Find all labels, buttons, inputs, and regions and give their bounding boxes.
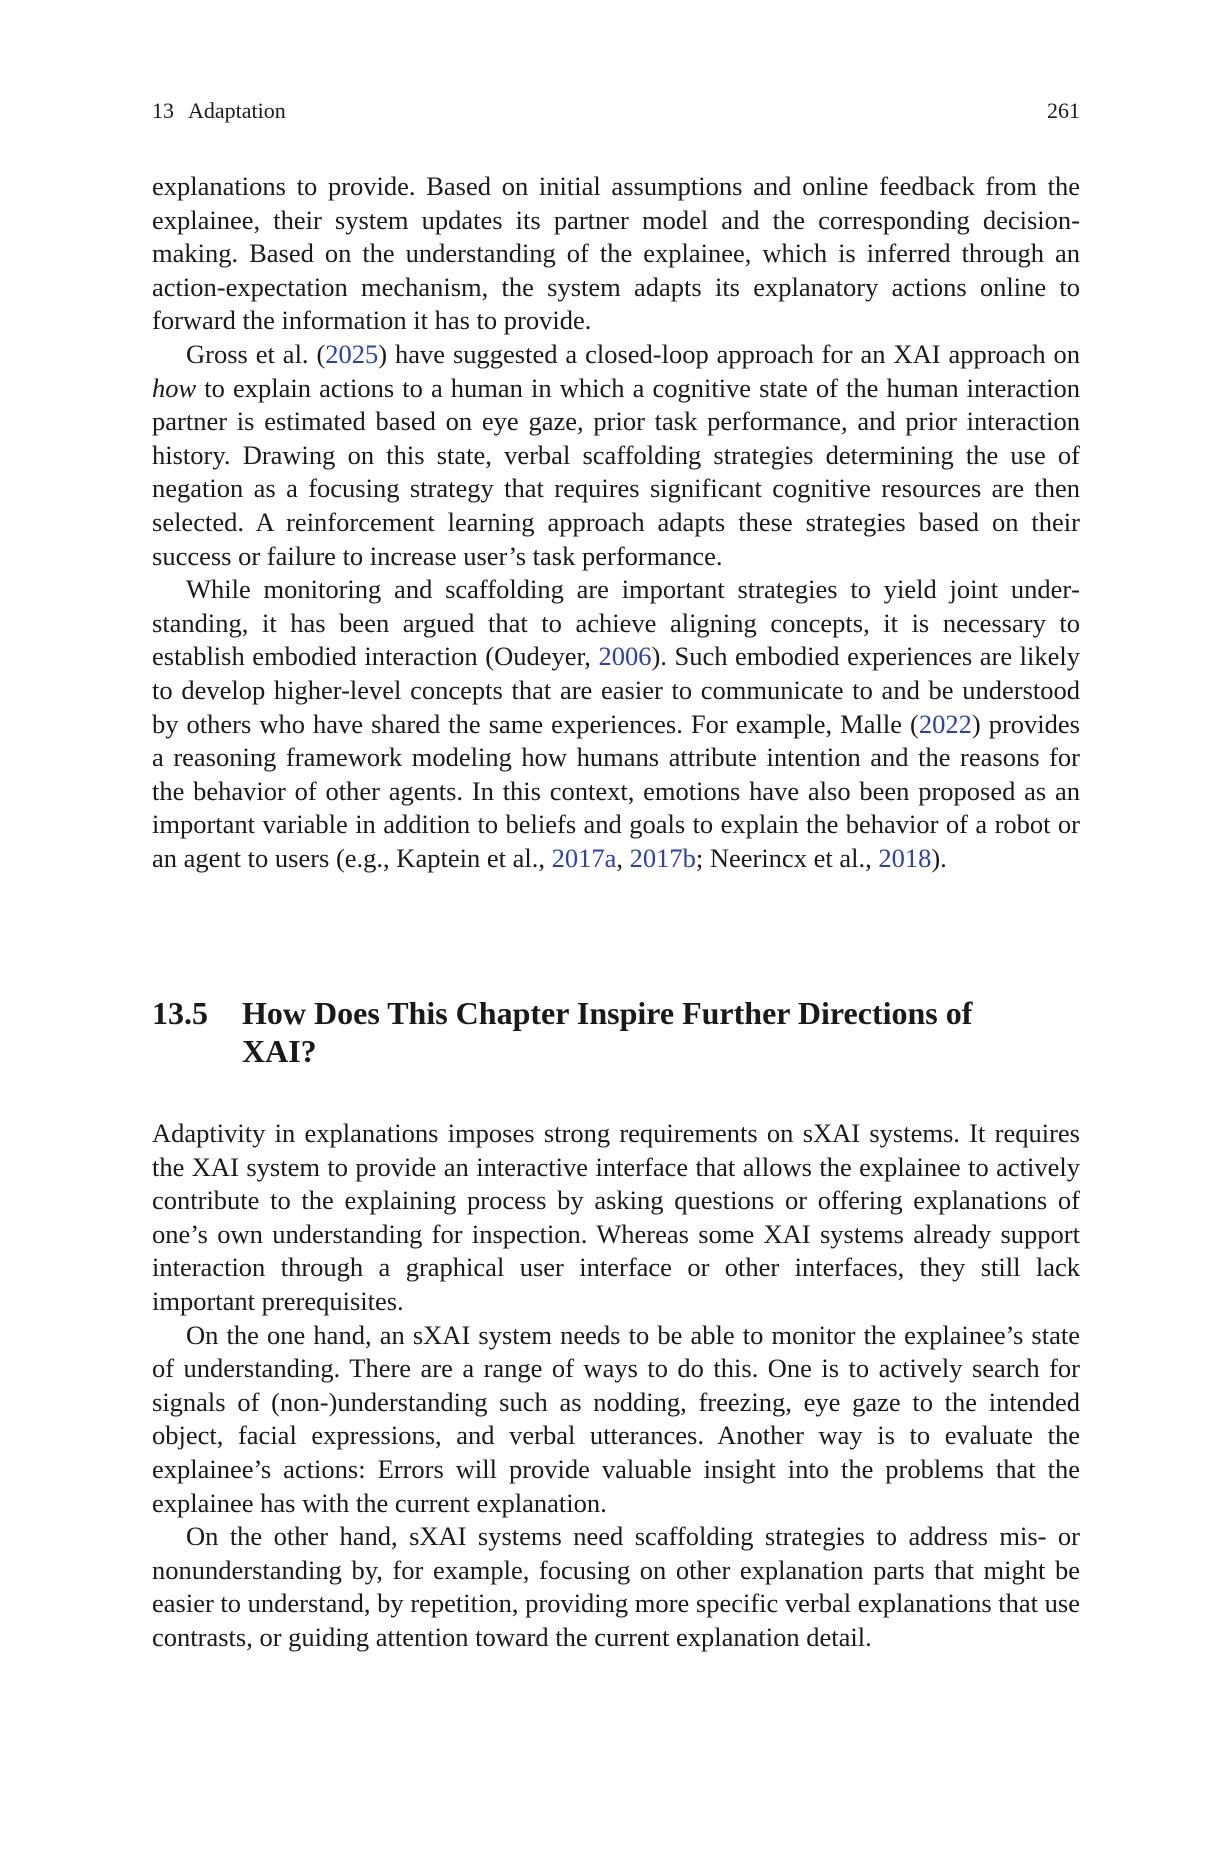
- section-number: 13.5: [152, 995, 208, 1031]
- citation-link-2017b[interactable]: 2017b: [629, 842, 696, 873]
- section-heading: [152, 994, 1080, 1070]
- text-run: ; Neerincx et al.,: [695, 842, 879, 873]
- paragraph-monitoring: [152, 573, 1080, 875]
- text-run: Gross et al. (: [186, 338, 326, 369]
- paragraph-continuation: explanations to provide. Based on initial assumptions and online feedback from the explainee, their system updates its partner model and the corresponding decision-making. Based on the understanding of the explainee, which is inferred through an action-expectation mechanism, the system adapts its explanatory actions online to forward the information it has to provide.: [152, 171, 1080, 336]
- paragraph-adaptivity: Adaptivity in explanations imposes strong requirements on sXAI systems. It requires the XAI system to provide an interactive interface that allows the explainee to actively contribute to the explaining process by asking questions or offering explanations of one’s own understanding for inspection. Whereas some XAI systems already support interaction through a graphical user interface or other interfaces, they still lack important prerequisites.: [152, 1118, 1080, 1316]
- paragraph-gross: [152, 338, 1080, 573]
- text-run: ). Such embodied experiences are likely to develop higher-level concepts that are easier to communicate to and be understood by others who have shared the same experiences. For example, Malle (: [152, 641, 1080, 739]
- body-text-section: [152, 1117, 1080, 1655]
- citation-link-2022[interactable]: 2022: [918, 708, 972, 739]
- chapter-label: [152, 98, 286, 124]
- citation-link-2025[interactable]: 2025: [325, 338, 379, 369]
- text-run: ,: [616, 842, 630, 873]
- chapter-title: Adaptation: [188, 98, 286, 123]
- text-run: While monitoring and scaffolding are important strategies to yield joint understanding, it has been argued that to achieve aligning concepts, it is necessary to establish embodied interaction (Oudeyer,: [152, 574, 1080, 672]
- citation-link-2017a[interactable]: 2017a: [551, 842, 617, 873]
- section-title: How Does This Chapter Inspire Further Directions of XAI?: [242, 995, 973, 1069]
- citation-link-2018[interactable]: 2018: [878, 842, 932, 873]
- text-run: ).: [931, 842, 947, 873]
- paragraph-scaffolding: On the other hand, sXAI systems need scaffolding strategies to address mis- or nonunderstanding by, for example, focusing on other explanation parts that might be easier to understand, by repetition, providing more specific verbal explanations that use contrasts, or guiding attention toward the current explanation detail.: [152, 1521, 1080, 1652]
- running-header: [152, 98, 1080, 124]
- text-run: to explain actions to a human in which a cognitive state of the human interaction partner is estimated based on eye gaze, prior task performance, and prior interaction history. Drawing on this state, verbal scaffolding strategies determining the use of negation as a focusing strategy that requires significant cognitive resources are then selected. A reinforcement learning approach adapts these strategies based on their success or failure to increase user’s task performance.: [152, 372, 1080, 571]
- emphasis-how: how: [152, 372, 197, 403]
- text-run: ) have suggested a closed-loop approach for an XAI approach on: [378, 338, 1080, 369]
- chapter-number: 13: [152, 98, 174, 123]
- text-run: ) provides a reasoning framework modeling how humans attribute intention and the reasons for the behavior of other agents. In this context, emotions have also been proposed as an important variable in addition to beliefs and goals to explain the behavior of a robot or an agent to users (e.g., Kaptein et al.,: [152, 708, 1080, 873]
- body-text-top: [152, 170, 1080, 875]
- citation-link-2006[interactable]: 2006: [598, 641, 652, 672]
- paragraph-monitor-understanding: On the one hand, an sXAI system needs to be able to monitor the explainee’s state of understanding. There are a range of ways to do this. One is to actively search for signals of (non-)understanding such as nodding, freezing, eye gaze to the intended object, facial expressions, and verbal utterances. Another way is to evaluate the explainee’s actions: Errors will provide valuable insight into the problems that the explainee has with the current explanation.: [152, 1319, 1080, 1518]
- page-number: 261: [1047, 98, 1080, 123]
